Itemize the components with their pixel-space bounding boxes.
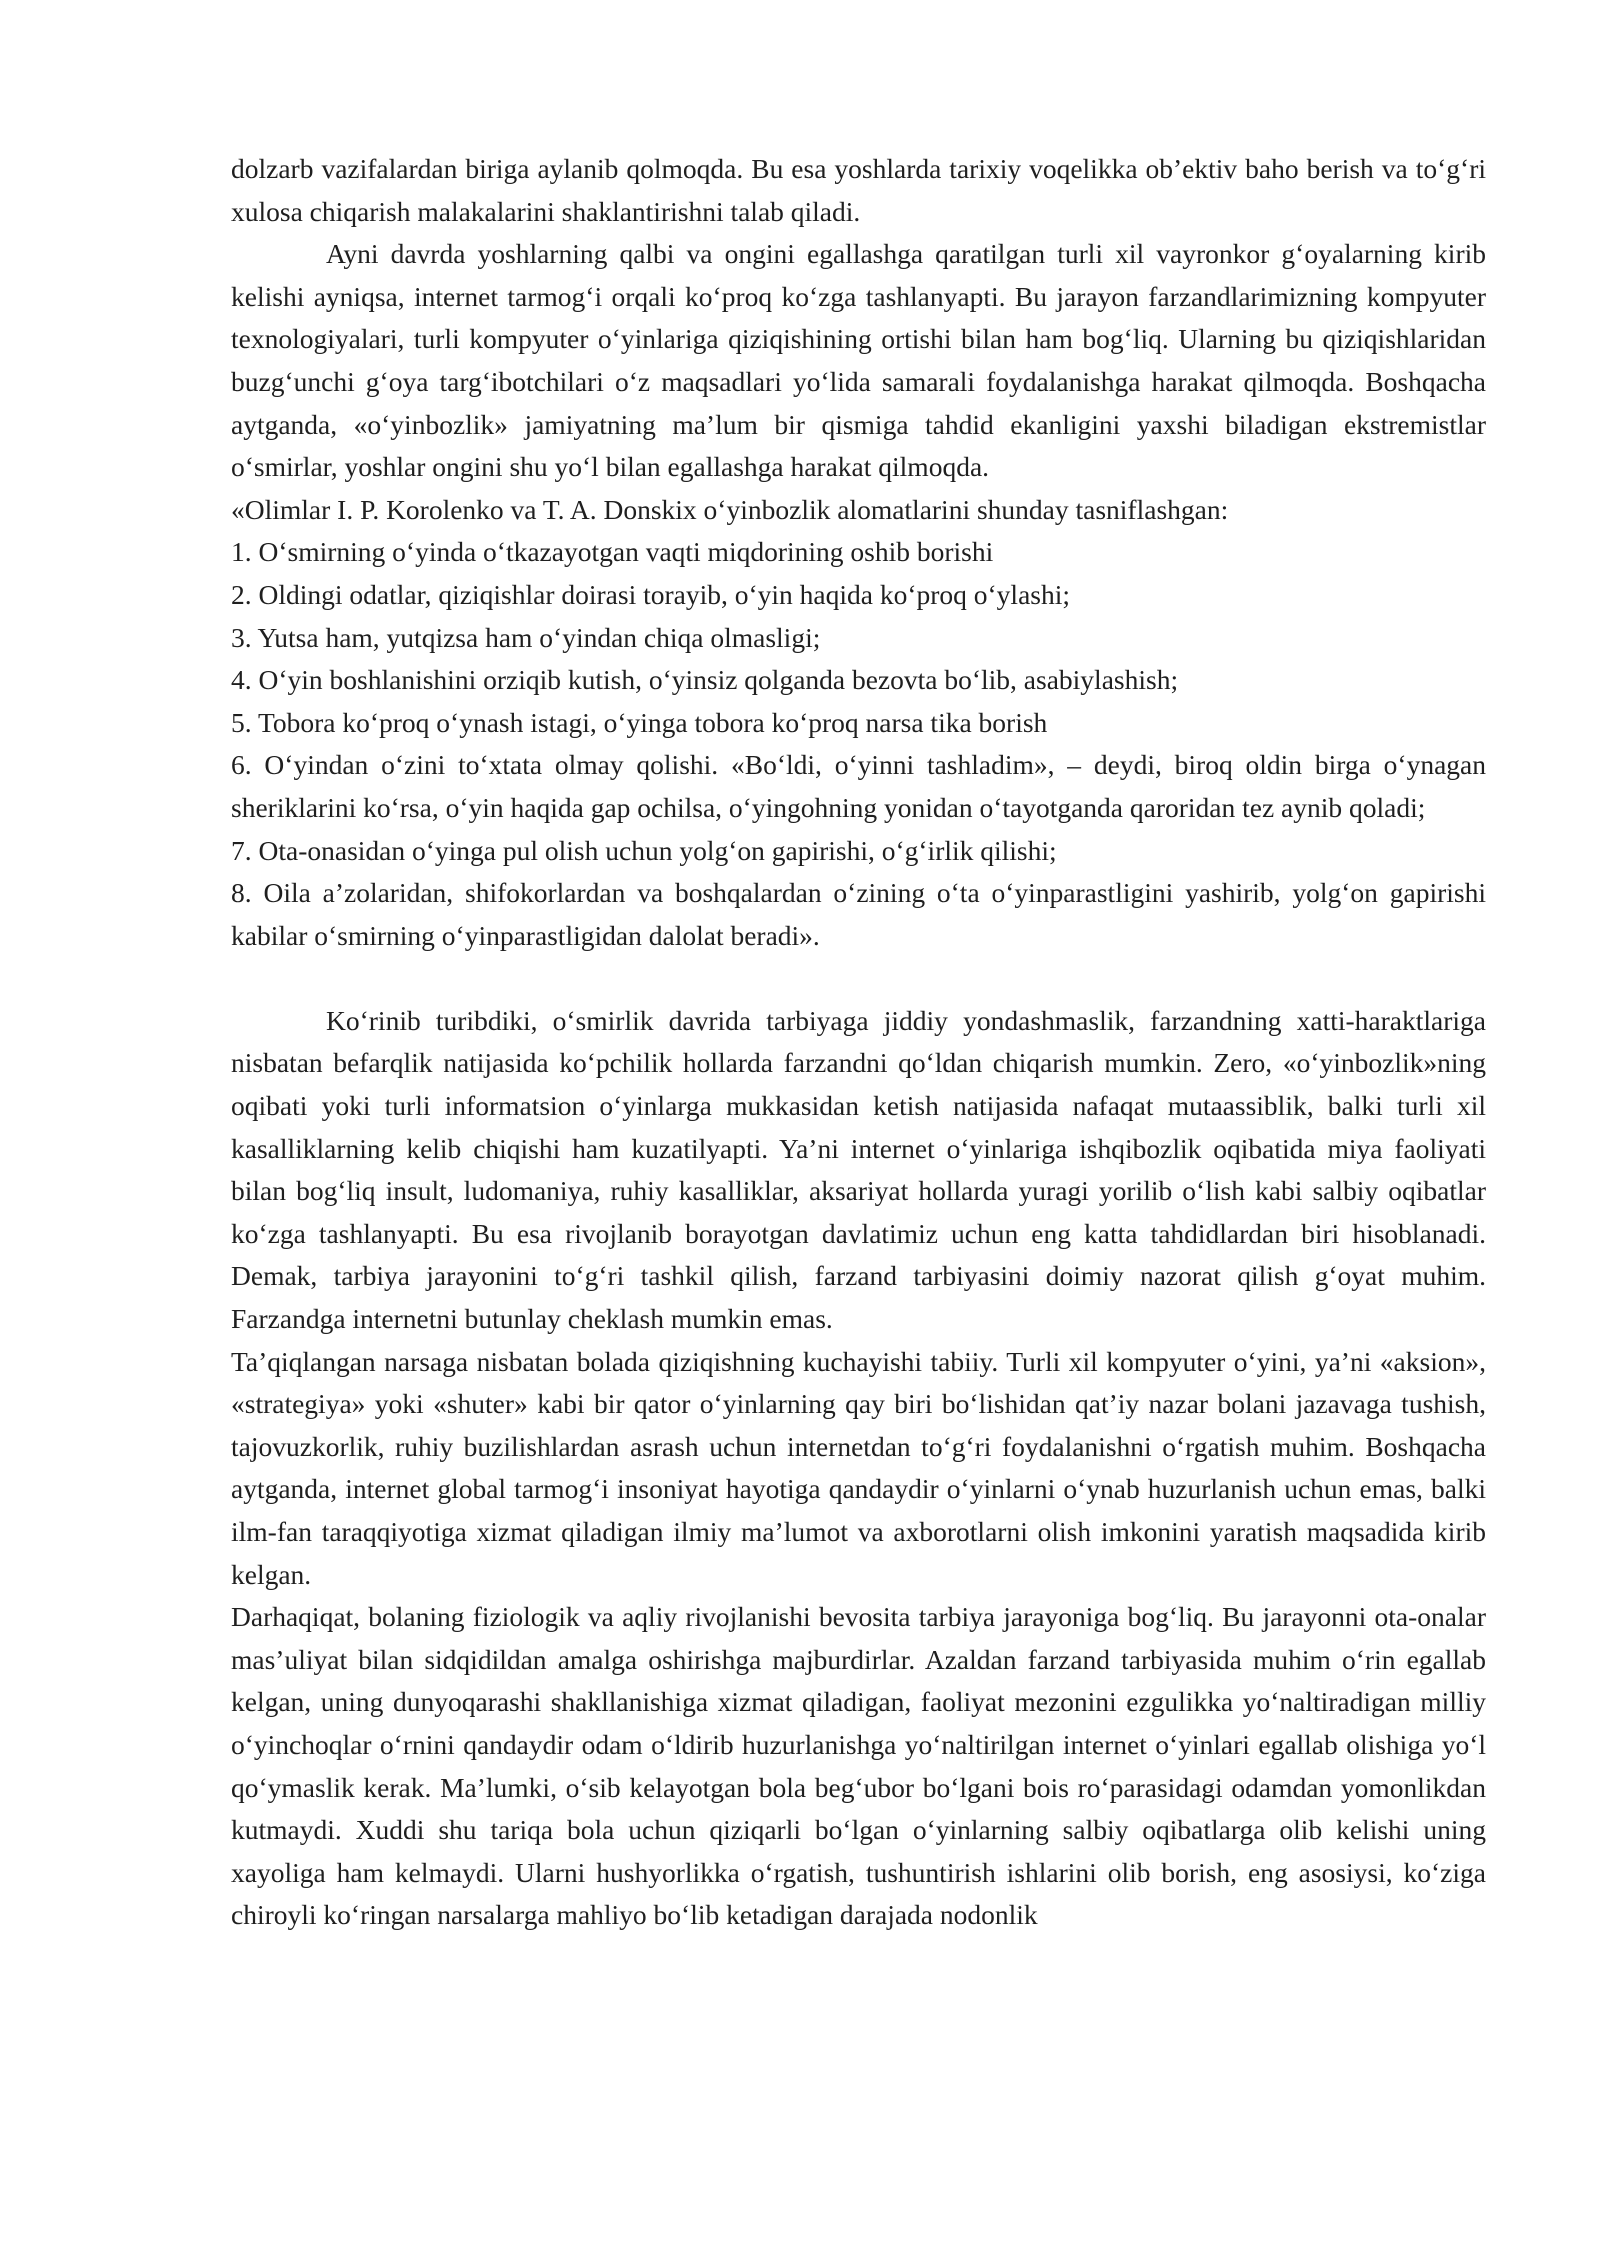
list-item-1: 1. Oʻsmirning oʻyinda oʻtkazayotgan vaqti miqdorining oshib borishi (231, 536, 994, 568)
paragraph-continuation: dolzarb vazifalardan biriga aylanib qolmoqda. Bu esa yoshlarda tarixiy voqelikka ob’ektiv baho berish va toʻgʻri xulosa chiqarish malakalarini shaklantirishni talab qiladi. (231, 153, 1486, 227)
list-item-3: 3. Yutsa ham, yutqizsa ham oʻyindan chiqa olmasligi; (231, 621, 821, 653)
paragraph-spacer (231, 957, 1486, 1000)
list-item-8: 8. Oila a’zolaridan, shifokorlardan va boshqalardan oʻzining oʻta oʻyinparastligini yashirib, yolgʻon gapirishi kabilar oʻsmirning oʻyinparastligidan dalolat beradi». (231, 877, 1486, 951)
list-item-6: 6. Oʻyindan oʻzini toʻxtata olmay qolishi. «Boʻldi, oʻyinni tashladim», – deydi, biroq oldin birga oʻynagan sheriklarini koʻrsa, oʻyin haqida gap ochilsa, oʻyingohning yonidan oʻtayotganda qaroridan tez aynib qoladi; (231, 749, 1486, 823)
paragraph-development: Darhaqiqat, bolaning fiziologik va aqliy rivojlanishi bevosita tarbiya jarayoniga bogʻliq. Bu jarayonni ota-onalar mas’uliyat bilan sidqidildan amalga oshirishga majburdirlar. Azaldan farzand tarbiyasida muhim oʻrin egallab kelgan, uning dunyoqarashi shakllanishiga xizmat qiladigan, faoliyat mezonini ezgulikka yoʻnaltiradigan milliy oʻyinchoqlar oʻrnini qandaydir odam oʻldirib huzurlanishga yoʻnaltirilgan internet oʻyinlari egallab olishiga yoʻl qoʻymaslik kerak. Ma’lumki, oʻsib kelayotgan bola begʻubor boʻlgani bois roʻparasidagi odamdan yomonlikdan kutmaydi. Xuddi shu tariqa bola uchun qiziqarli boʻlgan oʻyinlarning salbiy oqibatlarga olib kelishi uning xayoliga ham kelmaydi. Ularni hushyorlikka oʻrgatish, tushuntirish ishlarini olib borish, eng asosiysi, koʻziga chiroyli koʻringan narsalarga mahliyo boʻlib ketadigan darajada nodonlik (231, 1601, 1486, 1931)
paragraph-conclusion: Koʻrinib turibdiki, oʻsmirlik davrida tarbiyaga jiddiy yondashmaslik, farzandning xatti-haraktlariga nisbatan befarqlik natijasida koʻpchilik hollarda farzandni qoʻldan chiqarish mumkin. Zero, «oʻyinbozlik»ning oqibati yoki turli informatsion oʻyinlarga mukkasidan ketish natijasida nafaqat mutaassiblik, balki turli xil kasalliklarning kelib chiqishi ham kuzatilyapti. Ya’ni internet oʻyinlariga ishqibozlik oqibatida miya faoliyati bilan bogʻliq insult, ludomaniya, ruhiy kasalliklar, aksariyat hollarda yuragi yorilib oʻlish kabi salbiy oqibatlar koʻzga tashlanyapti. Bu esa rivojlanib borayotgan davlatimiz uchun eng katta tahdidlardan biri hisoblanadi. Demak, tarbiya jarayonini toʻgʻri tashkil qilish, farzand tarbiyasini doimiy nazorat qilish gʻoyat muhim. Farzandga internetni butunlay cheklash mumkin emas. (231, 1004, 1486, 1335)
list-item-4: 4. Oʻyin boshlanishini orziqib kutish, oʻyinsiz qolganda bezovta boʻlib, asabiylashish; (231, 664, 1179, 696)
list-item-2: 2. Oldingi odatlar, qiziqishlar doirasi torayib, oʻyin haqida koʻproq oʻylashi; (231, 578, 1071, 610)
list-item-7: 7. Ota-onasidan oʻyinga pul olish uchun yolgʻon gapirishi, oʻgʻirlik qilishi; (231, 834, 1057, 866)
paragraph-classification-intro: «Olimlar I. P. Korolenko va T. A. Donskix oʻyinbozlik alomatlarini shunday tasniflashgan: (231, 493, 1229, 525)
paragraph-ideologies: Ayni davrda yoshlarning qalbi va ongini egallashga qaratilgan turli xil vayronkor gʻoyalarning kirib kelishi ayniqsa, internet tarmogʻi orqali koʻproq koʻzga tashlanyapti. Bu jarayon farzandlarimizning kompyuter texnologiyalari, turli kompyuter oʻyinlariga qiziqishining ortishi bilan ham bogʻliq. Ularning bu qiziqishlaridan buzgʻunchi gʻoya targʻibotchilari oʻz maqsadlari yoʻlida samarali foydalanishga harakat qilmoqda. Boshqacha aytganda, «oʻyinbozlik» jamiyatning ma’lum bir qismiga tahdid ekanligini yaxshi biladigan ekstremistlar oʻsmirlar, yoshlar ongini shu yoʻl bilan egallashga harakat qilmoqda. (231, 238, 1486, 483)
paragraph-forbidden-interest: Ta’qiqlangan narsaga nisbatan bolada qiziqishning kuchayishi tabiiy. Turli xil kompyuter oʻyini, ya’ni «aksion», «strategiya» yoki «shuter» kabi bir qator oʻyinlarning qay biri boʻlishidan qat’iy nazar bolani jazavaga tushish, tajovuzkorlik, ruhiy buzilishlardan asrash uchun internetdan toʻgʻri foydalanishni oʻrgatish muhim. Boshqacha aytganda, internet global tarmogʻi insoniyat hayotiga qandaydir oʻyinlarni oʻynab huzurlanish uchun emas, balki ilm-fan taraqqiyotiga xizmat qiladigan ilmiy ma’lumot va axborotlarni olish imkonini yaratish maqsadida kirib kelgan. (231, 1345, 1486, 1590)
document-page (231, 148, 1486, 1937)
list-item-5: 5. Tobora koʻproq oʻynash istagi, oʻyinga tobora koʻproq narsa tika borish (231, 706, 1048, 738)
